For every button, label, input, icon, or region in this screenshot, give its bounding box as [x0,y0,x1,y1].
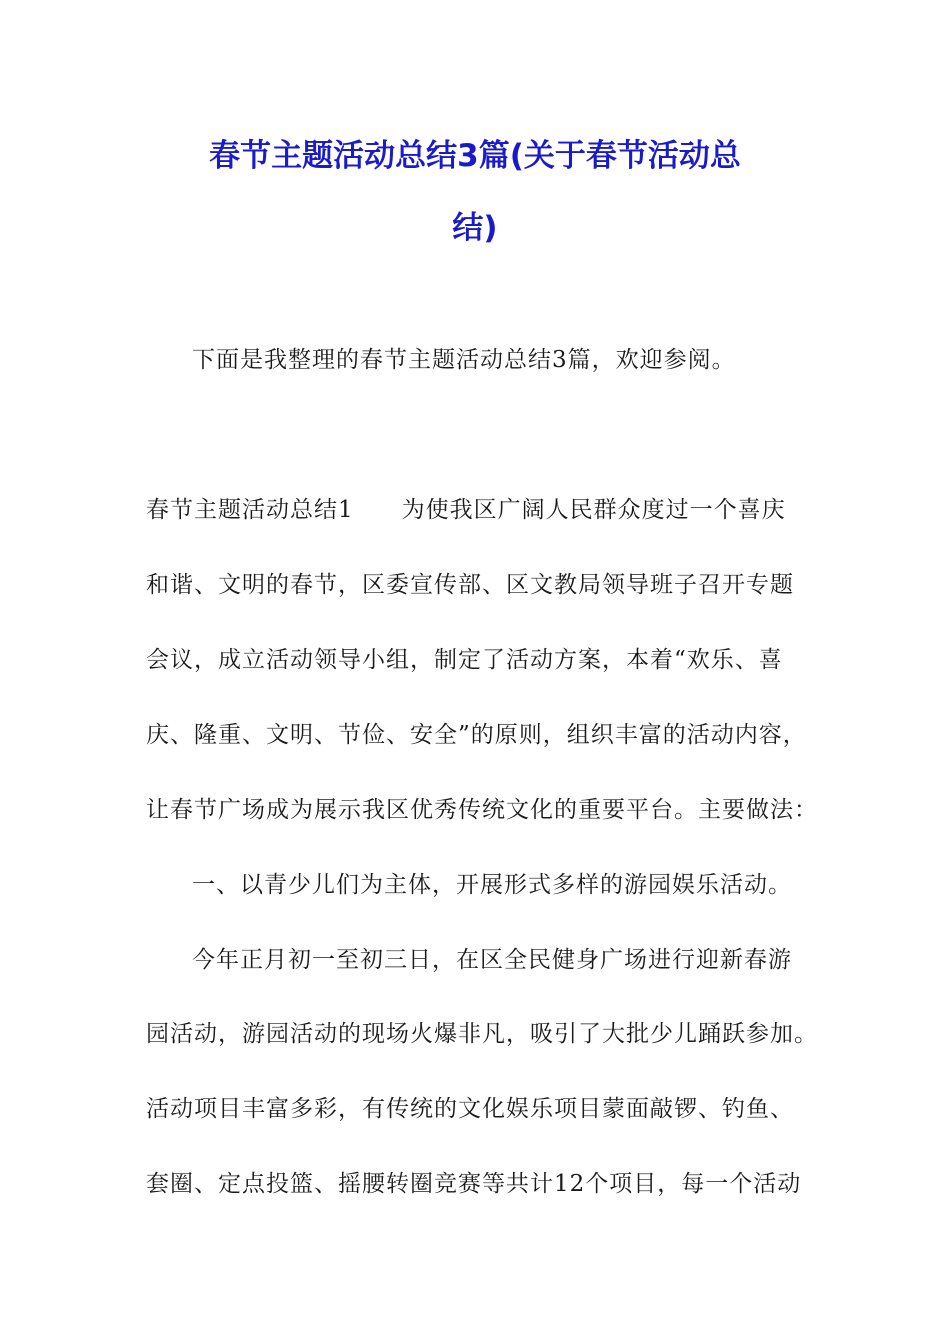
intro-paragraph: 下面是我整理的春节主题活动总结3篇，欢迎参阅。 [192,347,736,373]
body-line: 活动项目丰富多彩，有传统的文化娱乐项目蒙面敲锣、钓鱼、 [146,1096,794,1122]
body-line: 庆、隆重、文明、节俭、安全”的原则，组织丰富的活动内容， [146,722,807,748]
body-line: 让春节广场成为展示我区优秀传统文化的重要平台。主要做法： [146,797,818,823]
body-line: 和谐、文明的春节，区委宣传部、区文教局领导班子召开专题 [146,572,794,598]
section-heading: 一、以青少儿们为主体，开展形式多样的游园娱乐活动。 [192,872,792,898]
document-title-line-1: 春节主题活动总结3篇(关于春节活动总 [209,138,741,174]
body-line: 会议，成立活动领导小组，制定了活动方案，本着“欢乐、喜 [146,647,783,673]
document-title-line-2: 结) [452,210,498,246]
body-line: 园活动，游园活动的现场火爆非凡，吸引了大批少儿踊跃参加。 [146,1021,818,1047]
body-line: 今年正月初一至初三日，在区全民健身广场进行迎新春游 [192,947,792,973]
body-line: 春节主题活动总结1 为使我区广阔人民群众度过一个喜庆 [146,497,786,523]
body-line: 套圈、定点投篮、摇腰转圈竞赛等共计12个项目，每一个活动 [146,1171,802,1197]
